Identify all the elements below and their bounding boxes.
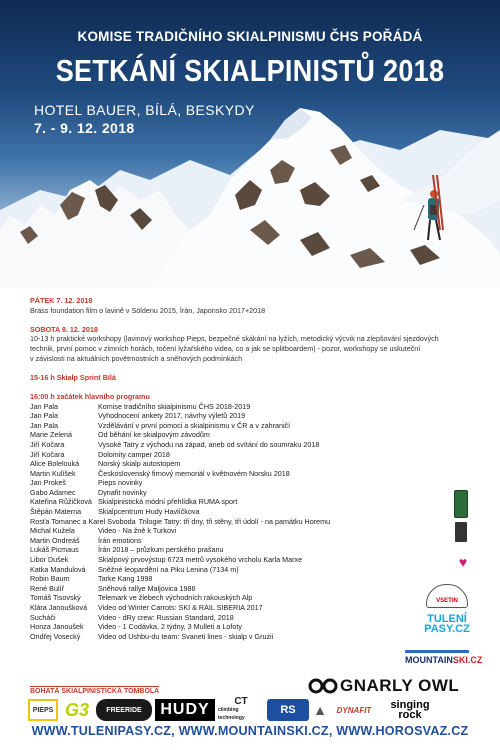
- program-row: [30, 440, 470, 450]
- vsetin-logo: VSETIN: [426, 584, 468, 608]
- tulenipasy-text: TULENÍ PASY.CZ: [424, 613, 470, 635]
- speaker-name: Jan Pala: [30, 411, 58, 421]
- program-row: [30, 593, 470, 603]
- speaker-name: Alice Bolelouká: [30, 459, 80, 469]
- talk-title: Komise tradičního skialpinismu ČHS 2018-2019: [98, 401, 251, 411]
- talk-title: Skialpinistická módní přehlídka RUMA sport: [98, 497, 238, 507]
- rs-logo: RS: [267, 699, 309, 721]
- speaker-name: Kateřina Růžičková: [30, 497, 92, 507]
- program-row: [30, 478, 470, 488]
- hearts-logo: ♥: [458, 554, 468, 570]
- ct-text: CT: [234, 696, 248, 707]
- hero-photo: [0, 0, 500, 288]
- saturday-text-2: technik, první pomoc v zimních horách, točení lyžařského videa, co a jak se splitboardem) - pozor, workshopy se uskuteční: [30, 343, 421, 353]
- speaker-name: Katka Mandulová: [30, 564, 86, 574]
- dates-line: 7. - 9. 12. 2018: [34, 120, 135, 136]
- program-row: [30, 450, 470, 460]
- main-program-heading: 16:00 h začátek hlavního programu: [30, 391, 150, 401]
- speaker-name: Jiří Kočara: [30, 439, 65, 449]
- speaker-name: Sucháči: [30, 612, 56, 622]
- talk-title: Vysoké Tatry z východu na západ, aneb od svítání do soumraku 2018: [98, 439, 320, 449]
- drink-logo: [455, 522, 467, 542]
- talk-title: Írán emotions: [98, 535, 142, 545]
- speaker-name: Jan Pala: [30, 401, 58, 411]
- speaker-name: Tomáš Tisovský: [30, 593, 81, 603]
- speaker-name: Klára Janoušková: [30, 603, 88, 612]
- owl-icon: [308, 676, 338, 696]
- speaker-name: Martin Kulíšek: [30, 468, 76, 478]
- program-row: [30, 613, 470, 623]
- talk-title: Video od Ushbu-du team: Svaneti lines - skialp v Gruzii: [98, 631, 274, 641]
- talk-title: Sněhová rallye Maljovica 1986: [98, 583, 196, 593]
- talk-title: Od běhání ke skialpovým závodům: [98, 430, 210, 440]
- program-section: [30, 296, 470, 641]
- program-row: [30, 584, 470, 594]
- saturday-heading: SOBOTA 8. 12. 2018: [30, 324, 98, 334]
- talk-title: Írán 2018 – průzkum perského prašanu: [98, 545, 224, 555]
- tulenipasy-logo: [422, 614, 472, 634]
- beer-can-logo: [454, 490, 468, 518]
- gnarly-owl-logo: GNARLY OWL: [340, 676, 460, 695]
- program-row: [30, 517, 470, 527]
- talk-title: Vyhodnocení ankety 2017, návrhy výletů 2019: [98, 411, 246, 421]
- event-title: SETKÁNÍ SKIALPINISTŮ 2018: [55, 54, 445, 88]
- speaker-name: René Bulíř: [30, 583, 64, 593]
- speaker-name: Jiří Kočara: [30, 449, 65, 459]
- speaker-name: Marie Zelená: [30, 430, 72, 440]
- program-row: [30, 574, 470, 584]
- program-row: [30, 536, 470, 546]
- program-row: [30, 430, 470, 440]
- speaker-name: Honza Janoušek: [30, 622, 84, 632]
- talk-title: Dolomity camper 2018: [98, 449, 170, 459]
- speaker-name: Gabo Adamec: [30, 487, 76, 497]
- program-row: [30, 565, 470, 575]
- talk-title: Československý firnový memoriál v květnovém Norsku 2018: [98, 468, 290, 478]
- organizer-line: KOMISE TRADIČNÍHO SKIALPINISMU ČHS POŘÁDÁ: [77, 29, 423, 44]
- talk-title: Skialpový prvovýstup 6723 metrů vysokého vrcholu Karla Marxe: [98, 555, 303, 565]
- speaker-name: Michal Kužela: [30, 526, 75, 536]
- program-row: [30, 632, 470, 642]
- program-row: [30, 603, 470, 613]
- speaker-name: Rosťa Tomanec a Karel Svoboda: [30, 516, 136, 526]
- talk-title: Video od Winter Carrots: SKI & RAIL SIBERIA 2017: [98, 603, 263, 612]
- program-row: [30, 421, 470, 431]
- sponsor-strip: [28, 698, 472, 722]
- saturday-text-1: 10-13 h praktické workshopy (lavinový workshop Pieps, bezpečné skákání na lyžích, metodický výcvik na zlepšování sjezdových: [30, 334, 439, 344]
- freeride-logo: FREERIDE: [96, 699, 152, 721]
- program-row: [30, 411, 470, 421]
- talk-title: Telemark ve žlebech východních rakouských Alp: [98, 593, 253, 603]
- singing-text: singing: [390, 699, 430, 711]
- program-list: [30, 402, 470, 642]
- mountainski-text-a: MOUNTAIN: [405, 655, 453, 665]
- program-row: [30, 488, 470, 498]
- speaker-name: Jan Prokeš: [30, 478, 66, 488]
- speaker-name: Robin Baum: [30, 574, 70, 584]
- tombola-heading: BOHATÁ SKIALPINISTICKÁ TOMBOLA: [30, 688, 160, 695]
- speaker-name: Jan Pala: [30, 420, 58, 430]
- speaker-name: Lukáš Picmaus: [30, 545, 79, 555]
- climbing-technology-logo: [218, 696, 264, 721]
- program-row: [30, 469, 470, 479]
- rock-text: rock: [398, 709, 422, 721]
- talk-title: Video - 1 Codávka, 2 týdny, 3 Mulleti a Lofoty: [98, 622, 242, 632]
- talk-title: Tarke Kang 1998: [98, 574, 153, 584]
- talk-title: Sněžné leopardění na Piku Lenina (7134 m): [98, 564, 239, 574]
- mountainski-logo: [405, 650, 483, 668]
- speaker-name: Ondřej Vosecký: [30, 631, 81, 641]
- dynafit-logo: DYNAFIT: [336, 705, 372, 715]
- program-row: [30, 459, 470, 469]
- pieps-logo: PIEPS: [28, 699, 58, 721]
- talk-title: Video - dRy crew: Russian Standard, 2018: [98, 612, 234, 622]
- websites-footer: WWW.TULENIPASY.CZ, WWW.MOUNTAINSKI.CZ, WWW.HOROSVAZ.CZ: [31, 724, 469, 738]
- mountainski-text-b: SKI.CZ: [452, 655, 483, 665]
- talk-title: Norský skialp autostopem: [98, 459, 181, 469]
- program-row: [30, 622, 470, 632]
- talk-title: Dynafit novinky: [98, 487, 147, 497]
- saturday-text-3: v závislosti na aktuálních povětrnostních a sněhových podmínkách: [30, 353, 243, 363]
- talk-title: Vzdělávání v první pomoci a skialpinismu v ČR a v zahraničí: [98, 420, 291, 430]
- dynafit-icon: ▲: [313, 702, 327, 718]
- sprint-heading: 15-16 h Skialp Sprint Bílá: [30, 372, 116, 382]
- program-row: [30, 497, 470, 507]
- program-row: [30, 555, 470, 565]
- ct-subtext: climbing technology: [218, 707, 245, 721]
- friday-heading: PÁTEK 7. 12. 2018: [30, 296, 93, 305]
- talk-title: Video - Na žně k Turkovi: [98, 526, 177, 536]
- talk-title: Trilogie Tatry: tři dny, tři stěny, tři údolí - na památku Horemu: [138, 516, 331, 526]
- talk-title: Skialpcentrum Hudy Havlíčkova: [98, 507, 200, 517]
- hudy-logo: HUDY: [155, 699, 215, 721]
- venue-line: HOTEL BAUER, BÍLÁ, BESKYDY: [34, 102, 255, 118]
- program-row: [30, 545, 470, 555]
- speaker-name: Libor Dušek: [30, 555, 69, 565]
- program-row: [30, 526, 470, 536]
- program-row: [30, 507, 470, 517]
- speaker-name: Štěpán Materna: [30, 507, 82, 517]
- speaker-name: Martin Ondreáš: [30, 535, 80, 545]
- talk-title: Pieps novinky: [98, 478, 143, 488]
- program-row: [30, 402, 470, 412]
- friday-text: Brass foundation film o lavině v Söldenu 2015, Írán, Japonsko 2017+2018: [30, 305, 266, 315]
- singing-rock-logo: [380, 699, 440, 721]
- g3-logo: G3: [64, 699, 89, 720]
